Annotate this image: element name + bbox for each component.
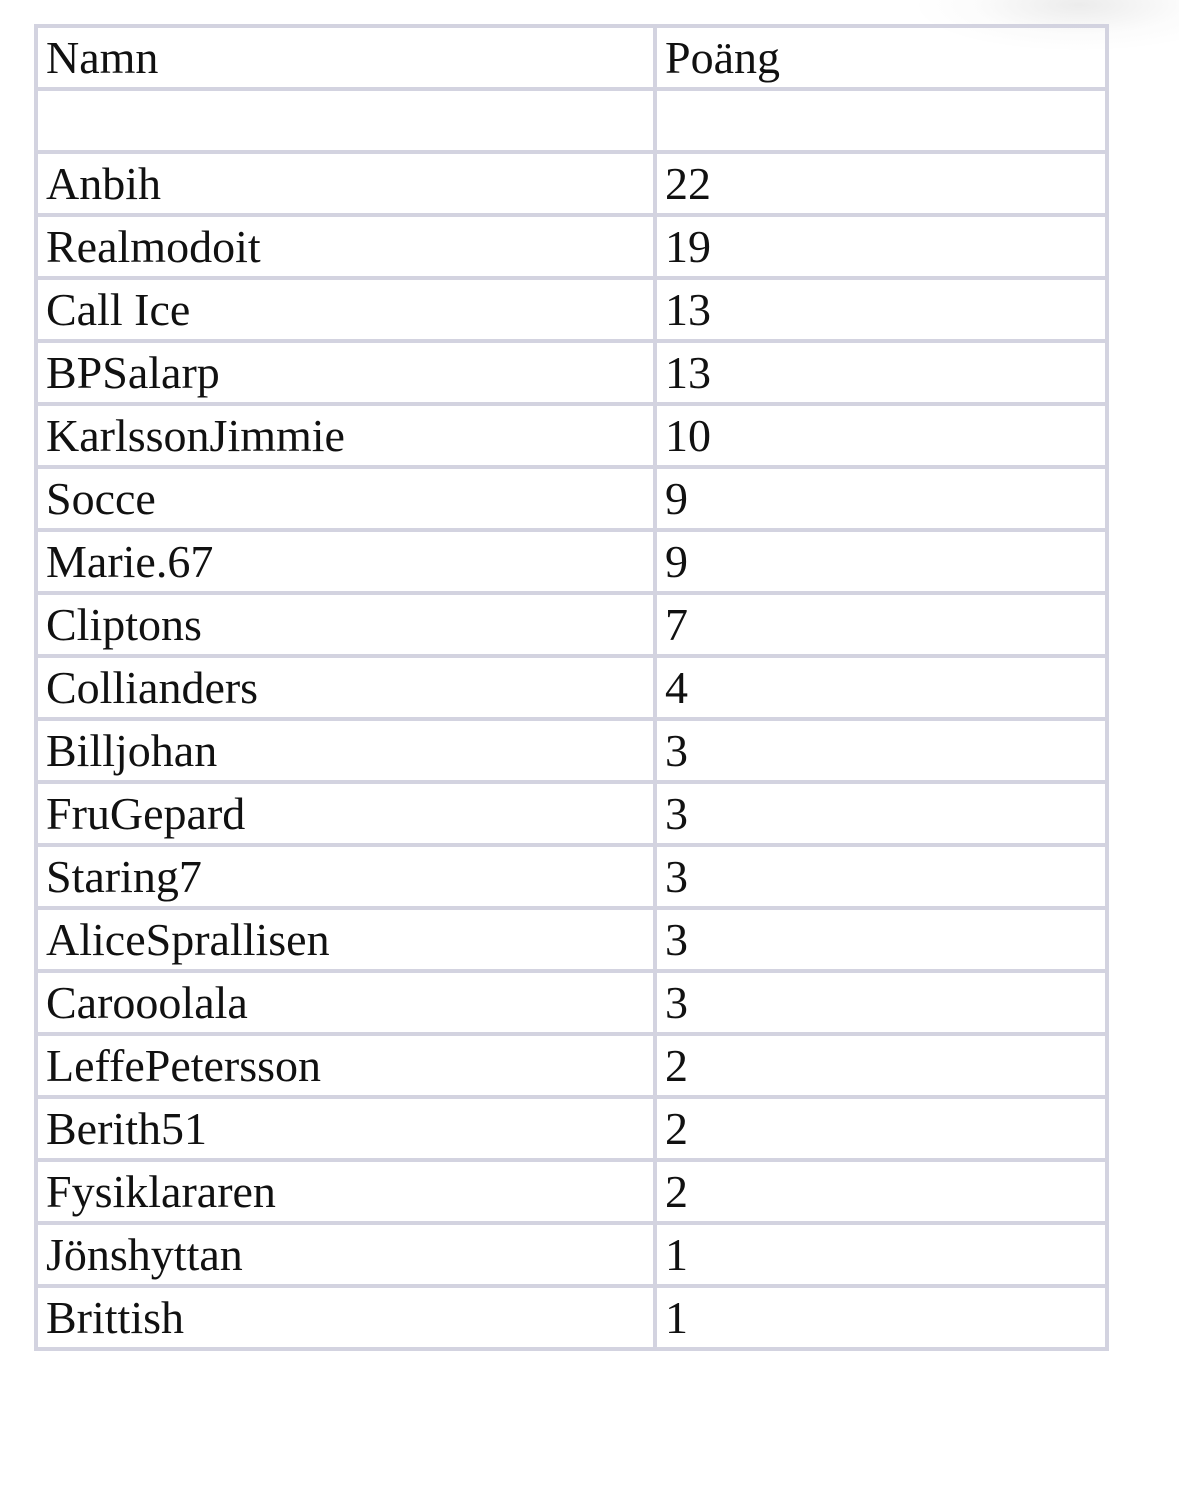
cell-name: Brittish bbox=[36, 1286, 655, 1349]
cell-score: 13 bbox=[655, 278, 1107, 341]
table-body bbox=[36, 26, 1107, 1349]
cell-score: 3 bbox=[655, 719, 1107, 782]
cell-name: Anbih bbox=[36, 152, 655, 215]
table-row bbox=[36, 971, 1107, 1034]
cell-name: Billjohan bbox=[36, 719, 655, 782]
cell-name: AliceSprallisen bbox=[36, 908, 655, 971]
cell-score bbox=[655, 89, 1107, 152]
cell-score: 10 bbox=[655, 404, 1107, 467]
table-row bbox=[36, 278, 1107, 341]
cell-name: Carooolala bbox=[36, 971, 655, 1034]
cell-score: 1 bbox=[655, 1286, 1107, 1349]
cell-name: Marie.67 bbox=[36, 530, 655, 593]
score-table bbox=[34, 24, 1109, 1351]
cell-name: Cliptons bbox=[36, 593, 655, 656]
table-row bbox=[36, 908, 1107, 971]
cell-score: 13 bbox=[655, 341, 1107, 404]
cell-name: Realmodoit bbox=[36, 215, 655, 278]
table-row bbox=[36, 845, 1107, 908]
cell-score: 2 bbox=[655, 1097, 1107, 1160]
table-row bbox=[36, 89, 1107, 152]
cell-score: 7 bbox=[655, 593, 1107, 656]
cell-name: Staring7 bbox=[36, 845, 655, 908]
table-header-row bbox=[36, 26, 1107, 89]
table-row bbox=[36, 1223, 1107, 1286]
table-row bbox=[36, 1034, 1107, 1097]
cell-score: 3 bbox=[655, 971, 1107, 1034]
cell-name: Call Ice bbox=[36, 278, 655, 341]
cell-score: 2 bbox=[655, 1034, 1107, 1097]
cell-name: Socce bbox=[36, 467, 655, 530]
table-row bbox=[36, 404, 1107, 467]
table-row bbox=[36, 530, 1107, 593]
cell-name: Berith51 bbox=[36, 1097, 655, 1160]
cell-score: 9 bbox=[655, 530, 1107, 593]
cell-score: 1 bbox=[655, 1223, 1107, 1286]
header-score: Poäng bbox=[655, 26, 1107, 89]
cell-name: Collianders bbox=[36, 656, 655, 719]
table-row bbox=[36, 341, 1107, 404]
table-row bbox=[36, 656, 1107, 719]
cell-name bbox=[36, 89, 655, 152]
cell-score: 19 bbox=[655, 215, 1107, 278]
cell-name: FruGepard bbox=[36, 782, 655, 845]
table-row bbox=[36, 467, 1107, 530]
cell-score: 22 bbox=[655, 152, 1107, 215]
cell-score: 3 bbox=[655, 908, 1107, 971]
cell-score: 3 bbox=[655, 845, 1107, 908]
cell-score: 2 bbox=[655, 1160, 1107, 1223]
table-row bbox=[36, 215, 1107, 278]
table-row bbox=[36, 782, 1107, 845]
cell-name: LeffePetersson bbox=[36, 1034, 655, 1097]
table-row bbox=[36, 719, 1107, 782]
cell-name: KarlssonJimmie bbox=[36, 404, 655, 467]
cell-name: Fysiklararen bbox=[36, 1160, 655, 1223]
cell-score: 3 bbox=[655, 782, 1107, 845]
table-row bbox=[36, 593, 1107, 656]
header-name: Namn bbox=[36, 26, 655, 89]
cell-name: Jönshyttan bbox=[36, 1223, 655, 1286]
table-row bbox=[36, 1097, 1107, 1160]
table-row bbox=[36, 152, 1107, 215]
cell-score: 4 bbox=[655, 656, 1107, 719]
table-row bbox=[36, 1160, 1107, 1223]
cell-score: 9 bbox=[655, 467, 1107, 530]
cell-name: BPSalarp bbox=[36, 341, 655, 404]
table-row bbox=[36, 1286, 1107, 1349]
